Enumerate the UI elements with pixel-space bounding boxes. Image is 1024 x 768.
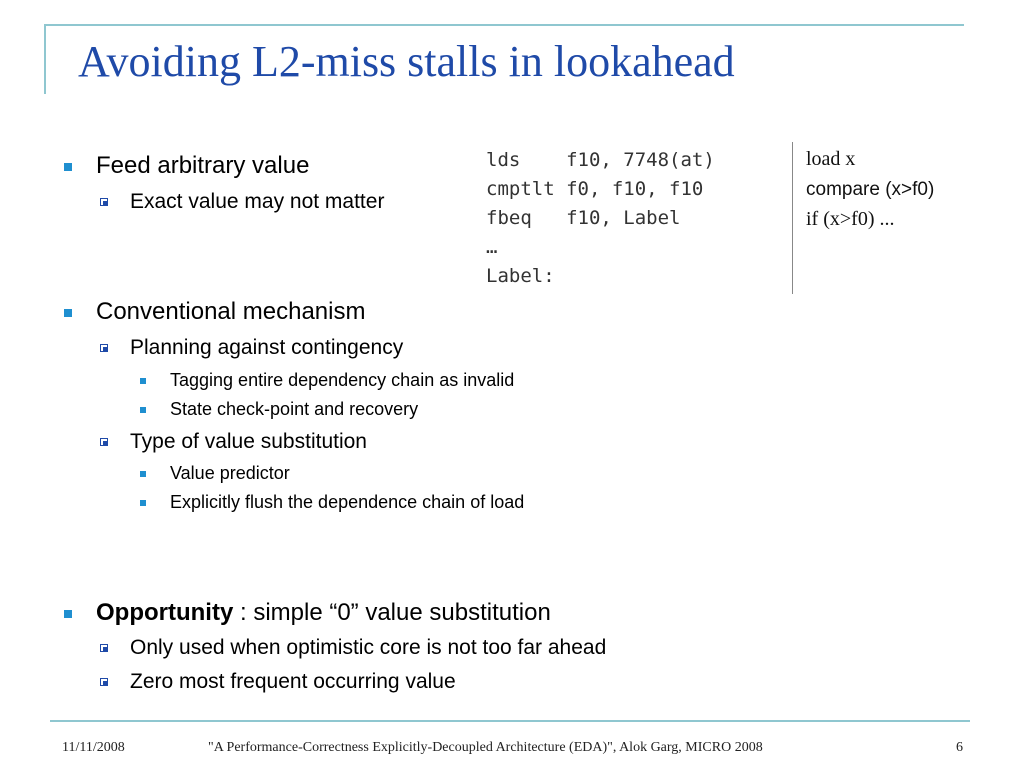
bullet-text: Explicitly flush the dependence chain of load [170, 492, 525, 512]
square-bullet-icon [64, 610, 72, 618]
frame-top-rule [44, 24, 964, 26]
square-bullet-icon [140, 378, 146, 384]
bullet-text: Feed arbitrary value [96, 152, 310, 179]
sub-sub-bullet-checkpoint [140, 399, 418, 420]
sub-sub-bullet-value-predictor [140, 463, 290, 484]
sub-bullet-exact-value [100, 190, 384, 214]
hollow-square-icon [100, 344, 108, 352]
bullet-text: Conventional mechanism [96, 298, 366, 325]
bullet-text: Zero most frequent occurring value [130, 670, 456, 693]
bullet-conventional-mechanism [64, 298, 365, 326]
hollow-square-icon [100, 678, 108, 686]
bullet-text: Value predictor [170, 463, 290, 483]
bullet-text: Tagging entire dependency chain as invalid [170, 370, 515, 390]
bullet-text: Exact value may not matter [130, 190, 385, 213]
bullet-bold-text: Opportunity [96, 599, 234, 626]
bullet-text: State check-point and recovery [170, 399, 419, 419]
bullet-opportunity [64, 599, 551, 627]
code-comment-if: if (x>f0) ... [806, 208, 895, 230]
code-line: cmptlt f0, f10, f10 [486, 178, 704, 200]
code-line: lds f10, 7748(at) [486, 149, 715, 171]
code-line: Label: [486, 265, 555, 287]
footer-citation: "A Performance-Correctness Explicitly-Decoupled Architecture (EDA)", Alok Garg, MICRO 2008 [208, 740, 763, 755]
square-bullet-icon [140, 471, 146, 477]
code-comment-compare: compare (x>f0) [806, 179, 935, 200]
sub-bullet-zero-value [100, 670, 456, 694]
footer-date: 11/11/2008 [62, 740, 125, 755]
bullet-text: Planning against contingency [130, 336, 404, 359]
square-bullet-icon [140, 500, 146, 506]
assembly-code-block [486, 146, 715, 291]
slide-title: Avoiding L2-miss stalls in lookahead [78, 37, 735, 86]
code-line: … [486, 236, 498, 258]
frame-left-rule [44, 24, 46, 94]
sub-bullet-planning [100, 336, 403, 360]
square-bullet-icon [64, 309, 72, 317]
code-line: fbeq f10, Label [486, 207, 681, 229]
code-divider [792, 142, 793, 294]
sub-sub-bullet-flush [140, 492, 524, 513]
bullet-feed-arbitrary-value [64, 152, 309, 180]
square-bullet-icon [140, 407, 146, 413]
sub-bullet-type-of-value [100, 430, 367, 454]
code-comment-load: load x [806, 148, 856, 170]
hollow-square-icon [100, 644, 108, 652]
bullet-text: Only used when optimistic core is not too far ahead [130, 636, 607, 659]
bullet-text: Type of value substitution [130, 430, 367, 453]
square-bullet-icon [64, 163, 72, 171]
sub-sub-bullet-tagging [140, 370, 514, 391]
sub-bullet-optimistic-core [100, 636, 606, 660]
hollow-square-icon [100, 438, 108, 446]
hollow-square-icon [100, 198, 108, 206]
footer-rule [50, 720, 970, 722]
footer-page-number: 6 [956, 740, 963, 755]
bullet-text: : simple “0” value substitution [233, 599, 551, 626]
